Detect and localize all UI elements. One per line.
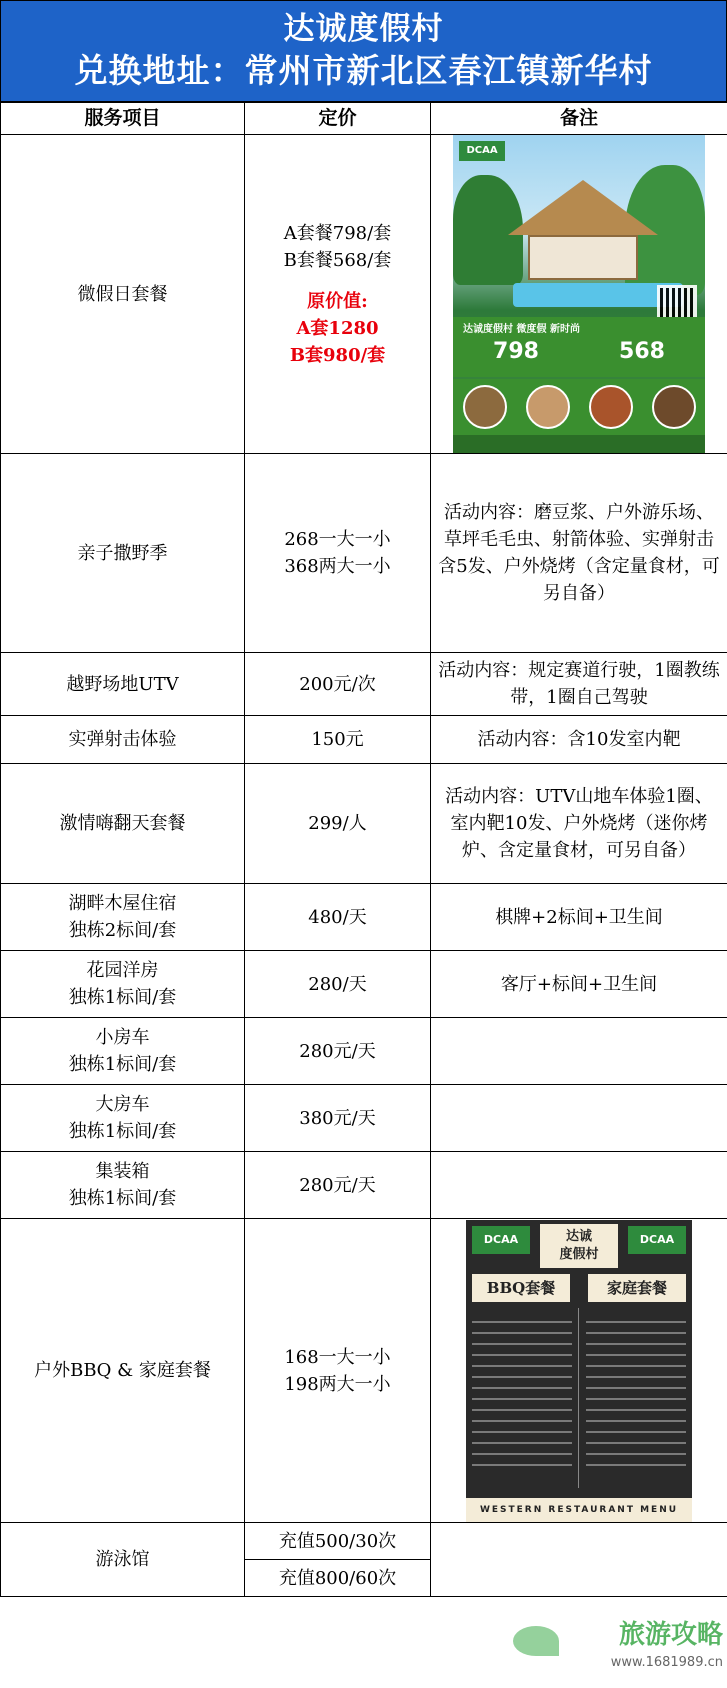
price-cell: 150元 [245, 716, 431, 764]
note-cell: 活动内容：UTV山地车体验1圈、室内靶10发、户外烧烤（迷你烤炉、含定量食材，可另自备） [431, 764, 727, 884]
dcaa-logo-icon: DCAA [628, 1226, 686, 1254]
table-row [1, 135, 727, 454]
menu-footer: WESTERN RESTAURANT MENU [466, 1498, 692, 1522]
watermark-name: 旅游攻略 [618, 1620, 723, 1650]
price-cell: 200元/次 [245, 653, 431, 716]
price-cell: 充值500/30次 [245, 1523, 431, 1560]
price-a: A套餐798/套 [283, 222, 392, 244]
item-line: 花园洋房 [86, 960, 159, 981]
bbq-menu-poster-image [466, 1220, 692, 1522]
note-cell: 活动内容：含10发室内靶 [431, 716, 727, 764]
item-line: 独栋1标间/套 [68, 1121, 177, 1142]
item-line: 独栋2标间/套 [68, 920, 177, 941]
price-cell [245, 1219, 431, 1523]
item-cell [1, 1018, 245, 1085]
item-cell [1, 884, 245, 951]
price-line: 268一大一小 [284, 529, 391, 550]
note-cell: 活动内容：磨豆浆、户外游乐场、草坪毛毛虫、射箭体验、实弹射击含5发、户外烧烤（含定量食材，可另自备） [431, 454, 727, 653]
item-cell [1, 1085, 245, 1152]
item-line: 独栋1标间/套 [68, 1054, 177, 1075]
note-cell [431, 1219, 727, 1523]
price-cell: 380元/天 [245, 1085, 431, 1152]
table-row [1, 653, 727, 716]
dcaa-logo-icon: DCAA [459, 141, 505, 161]
price-cell: 280元/天 [245, 1152, 431, 1219]
price-b: B套餐568/套 [283, 249, 392, 271]
price-line: 198两大一小 [284, 1373, 391, 1395]
table-row [1, 1152, 727, 1219]
note-cell [431, 1152, 727, 1219]
header-banner [0, 0, 727, 102]
table-row [1, 884, 727, 951]
table-header-row [1, 103, 727, 135]
note-cell [431, 1085, 727, 1152]
resort-title: 达诚度假村 [283, 11, 444, 47]
col-header-price: 定价 [245, 103, 431, 135]
item-cell: 激情嗨翻天套餐 [1, 764, 245, 884]
item-cell: 游泳馆 [1, 1523, 245, 1597]
note-cell [431, 135, 727, 454]
item-cell: 实弹射击体验 [1, 716, 245, 764]
original-b: B套980/套 [289, 344, 386, 366]
table-row [1, 951, 727, 1018]
dcaa-logo-icon: DCAA [472, 1226, 530, 1254]
table-row [1, 764, 727, 884]
price-cell: 299/人 [245, 764, 431, 884]
price-cell: 280/天 [245, 951, 431, 1018]
item-cell [1, 1152, 245, 1219]
bbq-set-heading: BBQ套餐 [472, 1274, 570, 1302]
note-cell [431, 1018, 727, 1085]
note-cell [431, 1523, 727, 1597]
item-cell: 亲子撒野季 [1, 454, 245, 653]
price-line: 168一大一小 [284, 1346, 391, 1368]
original-a: A套1280 [296, 317, 379, 339]
resort-poster-image [453, 135, 705, 453]
table-row [1, 1018, 727, 1085]
item-cell: 微假日套餐 [1, 135, 245, 454]
table-row [1, 1085, 727, 1152]
note-cell: 活动内容：规定赛道行驶，1圈教练带，1圈自己驾驶 [431, 653, 727, 716]
table-row [1, 1219, 727, 1523]
item-line: 集装箱 [95, 1161, 150, 1182]
item-cell [1, 951, 245, 1018]
table-row [1, 1523, 727, 1560]
price-cell: 480/天 [245, 884, 431, 951]
price-line: 368两大一小 [284, 556, 391, 577]
poster-price-b: 568 [619, 339, 665, 364]
item-line: 小房车 [95, 1027, 150, 1048]
poster-slogan: 达诚度假村 微度假 新时尚 [463, 324, 580, 335]
price-table [0, 102, 727, 1597]
col-header-note: 备注 [431, 103, 727, 135]
table-row [1, 454, 727, 653]
price-cell: 充值800/60次 [245, 1560, 431, 1597]
poster-title: 达诚 度假村 [540, 1224, 618, 1268]
price-cell: 280元/天 [245, 1018, 431, 1085]
poster-price-a: 798 [493, 339, 539, 364]
item-cell: 户外BBQ & 家庭套餐 [1, 1219, 245, 1523]
table-row [1, 716, 727, 764]
site-watermark [513, 1616, 723, 1686]
item-line: 独栋1标间/套 [68, 987, 177, 1008]
watermark-url: www.1681989.cn [610, 1655, 723, 1670]
note-cell: 棋牌+2标间+卫生间 [431, 884, 727, 951]
price-cell [245, 454, 431, 653]
exchange-address: 兑换地址：常州市新北区春江镇新华村 [74, 51, 653, 90]
note-cell: 客厅+标间+卫生间 [431, 951, 727, 1018]
col-header-item: 服务项目 [1, 103, 245, 135]
original-label: 原价值: [307, 290, 368, 312]
item-cell: 越野场地UTV [1, 653, 245, 716]
family-set-heading: 家庭套餐 [588, 1274, 686, 1302]
item-line: 大房车 [95, 1094, 150, 1115]
item-line: 独栋1标间/套 [68, 1188, 177, 1209]
price-cell [245, 135, 431, 454]
item-line: 湖畔木屋住宿 [68, 893, 177, 914]
